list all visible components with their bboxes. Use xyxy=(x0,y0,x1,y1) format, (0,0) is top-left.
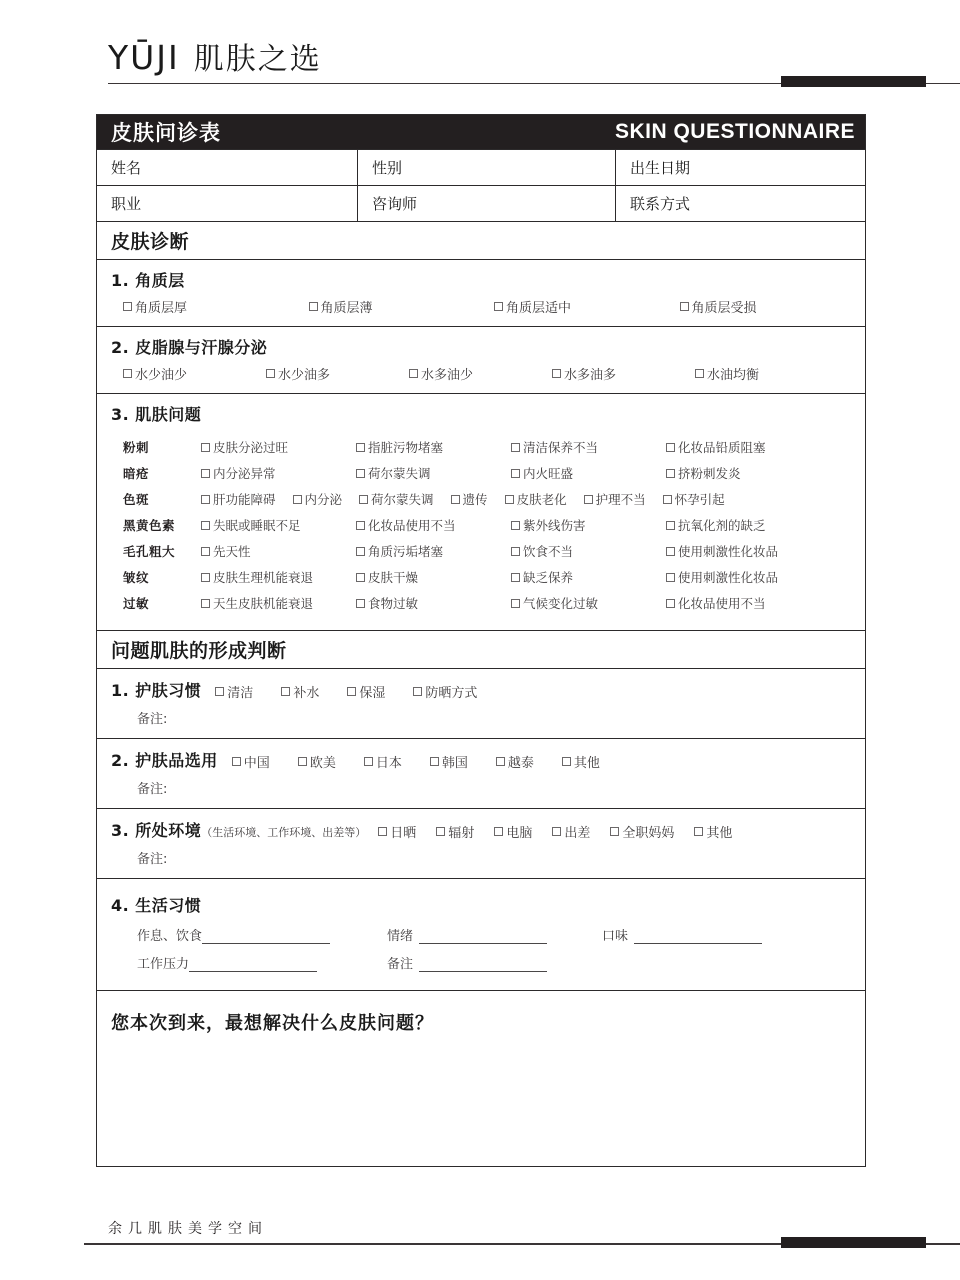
checkbox-f3-0[interactable] xyxy=(378,822,416,841)
life-habits-row-1 xyxy=(97,925,865,944)
question-block-1 xyxy=(97,259,865,326)
problem-row-options xyxy=(201,438,865,456)
form-title-bar xyxy=(97,115,865,149)
checkbox-icon[interactable] xyxy=(511,547,520,556)
checkbox-f1-1[interactable] xyxy=(281,682,319,701)
footer-brand-text: 余几肌肤美学空间 xyxy=(108,1221,268,1237)
checkbox-label: 越泰 xyxy=(507,756,534,771)
formation-3-title: 3. 所处环境 xyxy=(111,821,202,840)
footer-accent-bar xyxy=(781,1237,926,1248)
checkbox-label: 肝功能障碍 xyxy=(213,492,276,507)
life-habits-row-2 xyxy=(97,953,865,972)
checkbox-label: 使用刺激性化妆品 xyxy=(678,570,779,585)
checkbox-label: 全职妈妈 xyxy=(622,826,675,841)
problem-row-options xyxy=(201,568,865,586)
checkbox-icon[interactable] xyxy=(356,521,365,530)
problem-row-3 xyxy=(97,512,865,538)
checkbox-label: 缺乏保养 xyxy=(523,570,574,585)
problem-row-label: 暗疮 xyxy=(123,466,150,481)
checkbox-label: 怀孕引起 xyxy=(674,492,725,507)
form-title-english: SKIN QUESTIONNAIRE xyxy=(614,120,855,143)
problem-row-label: 毛孔粗大 xyxy=(123,544,176,559)
checkbox-icon[interactable] xyxy=(511,469,520,478)
checkbox-label: 防晒方式 xyxy=(425,686,478,701)
question-block-2 xyxy=(97,326,865,393)
checkbox-icon[interactable] xyxy=(666,599,675,608)
checkbox-label: 中国 xyxy=(243,756,270,771)
field-consultant[interactable]: 咨询师 xyxy=(357,186,615,221)
checkbox-icon[interactable] xyxy=(511,521,520,530)
field-label: 作息、饮食 xyxy=(137,929,203,944)
formation-3-line xyxy=(97,818,865,841)
checkbox-icon[interactable] xyxy=(666,573,675,582)
section-header-formation-judgement: 问题肌肤的形成判断 xyxy=(97,630,865,668)
checkbox-icon[interactable] xyxy=(201,599,210,608)
checkbox-label: 内分泌 xyxy=(304,492,343,507)
checkbox-label: 角质污垢堵塞 xyxy=(368,544,444,559)
checkbox-icon[interactable] xyxy=(562,757,571,766)
problem-row-label: 皱纹 xyxy=(123,570,150,585)
checkbox-f1-0[interactable] xyxy=(215,682,253,701)
checkbox-q3-0-1[interactable] xyxy=(356,438,511,456)
checkbox-f3-2[interactable] xyxy=(494,822,532,841)
checkbox-f3-3[interactable] xyxy=(552,822,590,841)
checkbox-icon[interactable] xyxy=(123,302,132,311)
brand-logo xyxy=(108,34,322,78)
brand-latin-name: YŪJI xyxy=(108,38,180,77)
checkbox-label: 角质层薄 xyxy=(320,301,373,316)
field-label: 口味 xyxy=(602,929,629,944)
field-taste[interactable] xyxy=(602,925,762,944)
problem-row-label: 色斑 xyxy=(123,492,150,507)
checkbox-label: 抗氧化剂的缺乏 xyxy=(678,518,766,533)
checkbox-q3-2-1[interactable] xyxy=(293,490,343,508)
checkbox-q3-2-0[interactable] xyxy=(201,490,276,508)
formation-block-3 xyxy=(97,808,865,878)
checkbox-q3-6-0[interactable] xyxy=(201,594,356,612)
checkbox-q2-0[interactable] xyxy=(123,364,266,383)
checkbox-label: 电脑 xyxy=(506,826,533,841)
checkbox-q3-2-5[interactable] xyxy=(584,490,646,508)
formation-1-title: 1. 护肤习惯 xyxy=(111,681,202,700)
checkbox-f3-1[interactable] xyxy=(436,822,474,841)
checkbox-q2-2[interactable] xyxy=(409,364,552,383)
checkbox-icon[interactable] xyxy=(378,827,387,836)
checkbox-icon[interactable] xyxy=(309,302,318,311)
checkbox-f2-1[interactable] xyxy=(298,752,336,771)
problem-row-1 xyxy=(97,460,865,486)
checkbox-q3-4-3[interactable] xyxy=(666,542,821,560)
checkbox-icon[interactable] xyxy=(430,757,439,766)
field-name[interactable]: 姓名 xyxy=(111,159,142,177)
checkbox-q3-6-2[interactable] xyxy=(511,594,666,612)
checkbox-q1-2[interactable] xyxy=(494,297,680,316)
checkbox-icon[interactable] xyxy=(666,469,675,478)
checkbox-q3-3-2[interactable] xyxy=(511,516,666,534)
checkbox-label: 化妆品使用不当 xyxy=(368,518,456,533)
checkbox-q3-1-0[interactable] xyxy=(201,464,356,482)
info-row-2 xyxy=(97,185,865,221)
checkbox-label: 挤粉刺发炎 xyxy=(678,466,741,481)
formation-1-options xyxy=(215,682,505,701)
field-routine-diet[interactable] xyxy=(137,925,387,944)
skin-questionnaire-form xyxy=(96,114,866,1167)
formation-1-remark[interactable]: 备注: xyxy=(137,712,168,727)
checkbox-q2-1[interactable] xyxy=(266,364,409,383)
field-work-pressure[interactable] xyxy=(137,953,387,972)
checkbox-f3-5[interactable] xyxy=(694,822,732,841)
brand-header xyxy=(0,0,960,100)
checkbox-label: 化妆品使用不当 xyxy=(678,596,766,611)
problem-row-6 xyxy=(97,590,865,616)
checkbox-label: 荷尔蒙失调 xyxy=(368,466,431,481)
checkbox-icon[interactable] xyxy=(584,495,593,504)
checkbox-label: 水油均衡 xyxy=(707,368,760,383)
checkbox-icon[interactable] xyxy=(552,827,561,836)
problem-row-label: 黑黄色素 xyxy=(123,518,176,533)
checkbox-icon[interactable] xyxy=(293,495,302,504)
checkbox-f2-2[interactable] xyxy=(364,752,402,771)
checkbox-icon[interactable] xyxy=(666,443,675,452)
checkbox-q3-3-0[interactable] xyxy=(201,516,356,534)
checkbox-icon[interactable] xyxy=(552,369,561,378)
field-label: 工作压力 xyxy=(137,957,190,972)
problem-row-options xyxy=(201,594,865,612)
problem-row-0 xyxy=(97,434,865,460)
checkbox-icon[interactable] xyxy=(201,547,210,556)
checkbox-icon[interactable] xyxy=(359,495,368,504)
checkbox-icon[interactable] xyxy=(281,687,290,696)
field-label: 情绪 xyxy=(387,929,414,944)
checkbox-f1-3[interactable] xyxy=(413,682,477,701)
checkbox-label: 日晒 xyxy=(390,826,417,841)
checkbox-icon[interactable] xyxy=(505,495,514,504)
formation-3-options xyxy=(378,822,732,841)
header-accent-bar xyxy=(781,76,926,87)
formation-2-title: 2. 护肤品选用 xyxy=(111,751,218,770)
write-line[interactable] xyxy=(202,930,330,944)
checkbox-icon[interactable] xyxy=(496,757,505,766)
checkbox-label: 内分泌异常 xyxy=(213,466,276,481)
checkbox-label: 清洁 xyxy=(227,686,254,701)
checkbox-q2-4[interactable] xyxy=(695,364,838,383)
checkbox-q3-3-1[interactable] xyxy=(356,516,511,534)
checkbox-label: 内火旺盛 xyxy=(523,466,574,481)
problem-row-options xyxy=(201,516,865,534)
checkbox-label: 角质层适中 xyxy=(506,301,572,316)
section-header-skin-diagnosis: 皮肤诊断 xyxy=(97,221,865,259)
checkbox-icon[interactable] xyxy=(356,469,365,478)
checkbox-icon[interactable] xyxy=(666,547,675,556)
checkbox-q3-0-3[interactable] xyxy=(666,438,821,456)
checkbox-q3-1-3[interactable] xyxy=(666,464,821,482)
checkbox-icon[interactable] xyxy=(201,469,210,478)
checkbox-label: 荷尔蒙失调 xyxy=(371,492,434,507)
field-occupation[interactable]: 职业 xyxy=(111,195,142,213)
page-footer xyxy=(0,1218,960,1262)
problem-row-4 xyxy=(97,538,865,564)
checkbox-q3-2-4[interactable] xyxy=(505,490,567,508)
field-gender[interactable]: 性别 xyxy=(357,150,615,185)
checkbox-icon[interactable] xyxy=(201,573,210,582)
field-label: 备注 xyxy=(387,957,414,972)
checkbox-icon[interactable] xyxy=(409,369,418,378)
checkbox-icon[interactable] xyxy=(201,495,210,504)
checkbox-label: 先天性 xyxy=(213,544,251,559)
checkbox-q1-1[interactable] xyxy=(309,297,495,316)
problem-row-options xyxy=(201,464,865,482)
checkbox-label: 气候变化过敏 xyxy=(523,596,599,611)
checkbox-icon[interactable] xyxy=(511,573,520,582)
checkbox-label: 水少油少 xyxy=(135,368,188,383)
problem-row-label: 粉刺 xyxy=(123,440,150,455)
checkbox-label: 遗传 xyxy=(462,492,488,507)
checkbox-q3-2-3[interactable] xyxy=(451,490,488,508)
checkbox-icon[interactable] xyxy=(356,443,365,452)
checkbox-label: 出差 xyxy=(564,826,591,841)
checkbox-q3-5-0[interactable] xyxy=(201,568,356,586)
checkbox-icon[interactable] xyxy=(232,757,241,766)
checkbox-label: 其他 xyxy=(573,756,600,771)
checkbox-label: 食物过敏 xyxy=(368,596,419,611)
checkbox-q1-0[interactable] xyxy=(123,297,309,316)
checkbox-f2-4[interactable] xyxy=(496,752,534,771)
checkbox-label: 补水 xyxy=(293,686,320,701)
write-line[interactable] xyxy=(634,930,762,944)
checkbox-icon[interactable] xyxy=(511,599,520,608)
checkbox-label: 指脏污物堵塞 xyxy=(368,440,444,455)
checkbox-label: 皮肤老化 xyxy=(516,492,567,507)
checkbox-label: 护理不当 xyxy=(595,492,646,507)
checkbox-icon[interactable] xyxy=(298,757,307,766)
checkbox-label: 饮食不当 xyxy=(523,544,574,559)
checkbox-label: 保湿 xyxy=(359,686,386,701)
checkbox-icon[interactable] xyxy=(663,495,672,504)
checkbox-label: 使用刺激性化妆品 xyxy=(678,544,779,559)
write-line[interactable] xyxy=(419,930,547,944)
checkbox-icon[interactable] xyxy=(494,827,503,836)
final-question-text: 您本次到来，最想解决什么皮肤问题？ xyxy=(111,1013,434,1034)
checkbox-icon[interactable] xyxy=(511,443,520,452)
checkbox-f2-0[interactable] xyxy=(232,752,270,771)
checkbox-icon[interactable] xyxy=(451,495,460,504)
field-remark[interactable] xyxy=(387,953,547,972)
info-row-1 xyxy=(97,149,865,185)
final-question-block[interactable] xyxy=(97,990,865,1166)
form-title-chinese: 皮肤问诊表 xyxy=(111,121,221,145)
checkbox-icon[interactable] xyxy=(364,757,373,766)
checkbox-label: 失眠或睡眠不足 xyxy=(213,518,301,533)
checkbox-icon[interactable] xyxy=(201,521,210,530)
problem-row-options xyxy=(201,490,865,508)
checkbox-label: 天生皮肤机能衰退 xyxy=(213,596,314,611)
checkbox-icon[interactable] xyxy=(347,687,356,696)
checkbox-f3-4[interactable] xyxy=(610,822,674,841)
problem-row-5 xyxy=(97,564,865,590)
formation-1-line xyxy=(97,678,865,701)
checkbox-label: 水少油多 xyxy=(278,368,331,383)
checkbox-icon[interactable] xyxy=(694,827,703,836)
write-line[interactable] xyxy=(419,958,547,972)
checkbox-q3-2-2[interactable] xyxy=(359,490,434,508)
checkbox-label: 皮肤分泌过旺 xyxy=(213,440,289,455)
checkbox-label: 辐射 xyxy=(448,826,475,841)
checkbox-icon[interactable] xyxy=(266,369,275,378)
checkbox-icon[interactable] xyxy=(356,547,365,556)
formation-4-title: 4. 生活习惯 xyxy=(111,896,202,915)
checkbox-label: 水多油多 xyxy=(564,368,617,383)
question-3-title: 3. 肌肤问题 xyxy=(111,405,202,424)
checkbox-q3-2-6[interactable] xyxy=(663,490,725,508)
checkbox-q3-5-3[interactable] xyxy=(666,568,821,586)
checkbox-q3-6-1[interactable] xyxy=(356,594,511,612)
checkbox-label: 水多油少 xyxy=(421,368,474,383)
checkbox-q3-6-3[interactable] xyxy=(666,594,821,612)
checkbox-icon[interactable] xyxy=(436,827,445,836)
checkbox-q3-4-2[interactable] xyxy=(511,542,666,560)
checkbox-f2-5[interactable] xyxy=(562,752,600,771)
checkbox-q2-3[interactable] xyxy=(552,364,695,383)
checkbox-icon[interactable] xyxy=(695,369,704,378)
checkbox-label: 其他 xyxy=(706,826,733,841)
checkbox-label: 皮肤生理机能衰退 xyxy=(213,570,314,585)
field-contact[interactable]: 联系方式 xyxy=(615,186,865,221)
checkbox-label: 日本 xyxy=(375,756,402,771)
problem-row-2 xyxy=(97,486,865,512)
checkbox-icon[interactable] xyxy=(610,827,619,836)
formation-2-line xyxy=(97,748,865,771)
checkbox-label: 化妆品铅质阻塞 xyxy=(678,440,766,455)
checkbox-icon[interactable] xyxy=(201,443,210,452)
formation-block-4 xyxy=(97,878,865,990)
checkbox-q1-3[interactable] xyxy=(680,297,866,316)
checkbox-label: 角质层受损 xyxy=(691,301,757,316)
checkbox-q3-1-1[interactable] xyxy=(356,464,511,482)
checkbox-icon[interactable] xyxy=(123,369,132,378)
formation-3-note: （生活环境、工作环境、出差等） xyxy=(201,826,367,839)
checkbox-icon[interactable] xyxy=(356,599,365,608)
formation-block-1 xyxy=(97,668,865,738)
problem-row-options xyxy=(201,542,865,560)
checkbox-f1-2[interactable] xyxy=(347,682,385,701)
checkbox-icon[interactable] xyxy=(356,573,365,582)
brand-chinese-name: 肌肤之选 xyxy=(193,42,322,77)
checkbox-label: 皮肤干燥 xyxy=(368,570,419,585)
checkbox-label: 欧美 xyxy=(309,756,336,771)
checkbox-icon[interactable] xyxy=(680,302,689,311)
question-1-options xyxy=(97,297,865,316)
checkbox-q3-4-1[interactable] xyxy=(356,542,511,560)
formation-2-remark[interactable]: 备注: xyxy=(137,782,168,797)
checkbox-icon[interactable] xyxy=(494,302,503,311)
problem-row-label: 过敏 xyxy=(123,596,150,611)
checkbox-q3-3-3[interactable] xyxy=(666,516,821,534)
checkbox-label: 韩国 xyxy=(441,756,468,771)
checkbox-icon[interactable] xyxy=(413,687,422,696)
checkbox-q3-0-0[interactable] xyxy=(201,438,356,456)
checkbox-q3-5-2[interactable] xyxy=(511,568,666,586)
checkbox-label: 角质层厚 xyxy=(135,301,188,316)
question-block-3 xyxy=(97,393,865,630)
field-mood[interactable] xyxy=(387,925,602,944)
checkbox-q3-5-1[interactable] xyxy=(356,568,511,586)
question-2-title: 2. 皮脂腺与汗腺分泌 xyxy=(111,338,268,357)
question-1-title: 1. 角质层 xyxy=(111,271,185,290)
checkbox-f2-3[interactable] xyxy=(430,752,468,771)
question-3-problem-table xyxy=(97,434,865,616)
checkbox-label: 紫外线伤害 xyxy=(523,518,586,533)
checkbox-icon[interactable] xyxy=(215,687,224,696)
formation-block-2 xyxy=(97,738,865,808)
question-2-options xyxy=(97,364,865,383)
checkbox-q3-0-2[interactable] xyxy=(511,438,666,456)
field-birthdate[interactable]: 出生日期 xyxy=(615,150,865,185)
write-line[interactable] xyxy=(189,958,317,972)
checkbox-icon[interactable] xyxy=(666,521,675,530)
checkbox-label: 清洁保养不当 xyxy=(523,440,599,455)
checkbox-q3-4-0[interactable] xyxy=(201,542,356,560)
checkbox-q3-1-2[interactable] xyxy=(511,464,666,482)
formation-3-remark[interactable]: 备注: xyxy=(137,852,168,867)
formation-2-options xyxy=(232,752,628,771)
